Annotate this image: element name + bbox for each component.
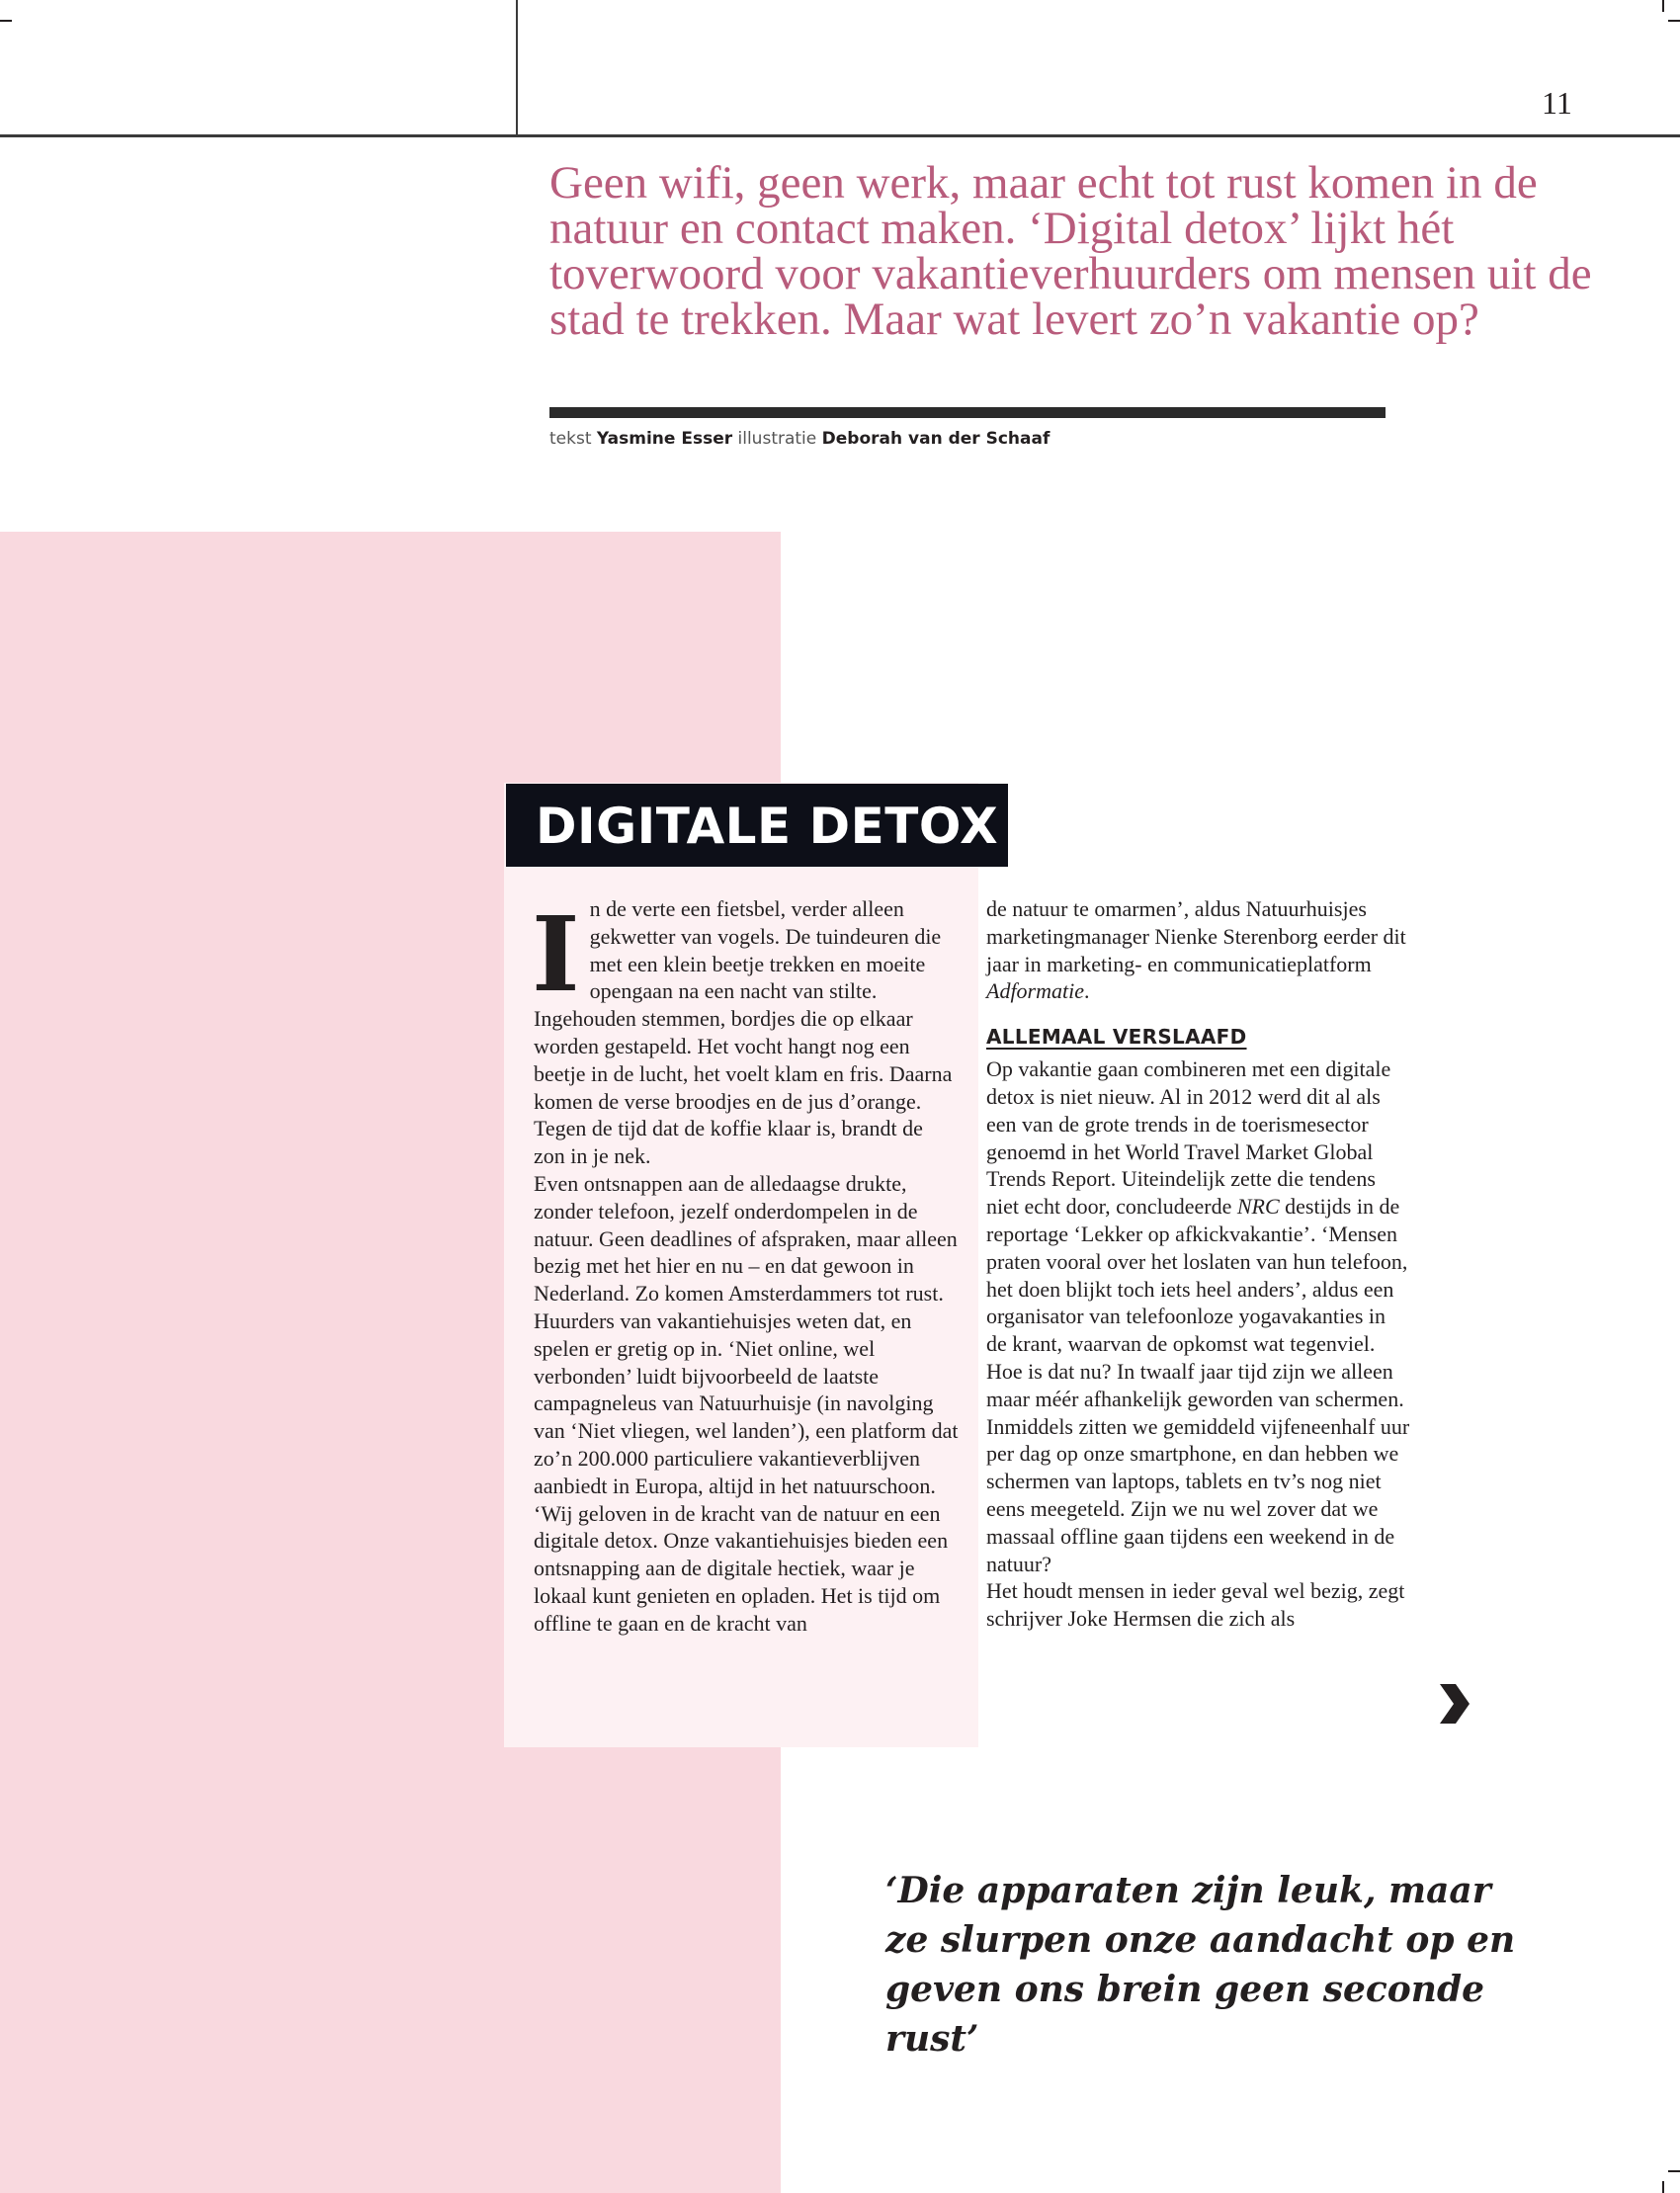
- article-paragraph: Het houdt mensen in ieder geval wel bezig, zegt schrijver Joke Hermsen die zich als: [986, 1578, 1405, 1632]
- crop-mark: [0, 20, 12, 22]
- credits: [549, 429, 1050, 449]
- intro-lead: Geen wifi, geen werk, maar echt tot rust komen in de natuur en contact maken. ‘Digital detox’ lijkt hét toverwoord voor vakantieverhuurders om mensen uit de stad te trekken. Maar wat levert zo’n vakantie op?: [549, 157, 1592, 345]
- crop-mark: [1662, 2181, 1664, 2193]
- section-heading: DIGITALE DETOX: [506, 784, 1008, 867]
- article-text: de natuur te omarmen’, aldus Natuurhuisjes marketingmanager Nienke Sterenborg eerder dit jaar in marketing- en communicatieplatform: [986, 896, 1406, 976]
- drop-cap: I: [532, 893, 580, 1015]
- article-subhead: ALLEMAAL VERSLAAFD: [986, 1025, 1247, 1050]
- article-column-right: [986, 895, 1411, 1633]
- article-text-italic: Adformatie: [986, 978, 1084, 1004]
- credits-illustration-label: illustratie: [737, 429, 817, 449]
- article-text-italic: NRC: [1236, 1194, 1280, 1220]
- credits-illustrator: Deborah van der Schaaf: [821, 429, 1050, 449]
- article-paragraph: [986, 1055, 1411, 1358]
- article-paragraph: [986, 895, 1411, 1005]
- pull-quote: ‘Die apparaten zijn leuk, maar ze slurpen onze aandacht op en geven ons brein geen seconde rust’: [885, 1870, 1516, 2060]
- crop-mark: [1662, 0, 1664, 12]
- chevron-right-icon: [1436, 1680, 1471, 1728]
- article-paragraph: Hoe is dat nu? In twaalf jaar tijd zijn we alleen maar méér afhankelijk geworden van schermen. Inmiddels zitten we gemiddeld vijfeneenhalf uur per dag op onze smartphone, en dan hebben we schermen van laptops, tablets en tv’s nog niet eens meegeteld. Zijn we nu wel zover dat we massaal offline gaan tijdens een weekend in de natuur?: [986, 1358, 1410, 1576]
- header-divider: [516, 0, 518, 136]
- credits-author: Yasmine Esser: [596, 429, 733, 449]
- credits-text-label: tekst: [549, 429, 592, 449]
- article-text: .: [1084, 978, 1090, 1004]
- crop-mark: [1668, 20, 1680, 22]
- header-rule: [0, 134, 1680, 137]
- article-text: destijds in de reportage ‘Lekker op afkickvakantie’. ‘Mensen praten vooral over het loslaten van hun telefoon, het doen blijkt toch iets heel anders’, aldus een organisator van telefoonloze yogavakanties in de krant, waarvan de opkomst wat tegenviel.: [986, 1194, 1408, 1357]
- crop-mark: [1668, 2170, 1680, 2172]
- page-number: 11: [1542, 85, 1572, 121]
- intro-rule: [549, 407, 1386, 418]
- article-paragraph: n de verte een fietsbel, verder alleen gekwetter van vogels. De tuindeuren die met een klein beetje trekken en moeite opengaan na een nacht van stilte. Ingehouden stemmen, bordjes die op elkaar worden gestapeld. Het vocht hangt nog een beetje in de lucht, het voelt klam en fris. Daarna komen de verse broodjes en de jus d’orange. Tegen de tijd dat de koffie klaar is, brandt de zon in je nek.: [534, 896, 953, 1169]
- article-paragraph: Even ontsnappen aan de alledaagse drukte, zonder telefoon, jezelf onderdompelen in de natuur. Geen deadlines of afspraken, maar alleen bezig met het hier en nu – en dat gewoon in Nederland. Zo komen Amsterdammers tot rust. Huurders van vakantiehuisjes weten dat, en spelen er gretig op in. ‘Niet online, wel verbonden’ luidt bijvoorbeeld de laatste campagneleus van Natuurhuisje (in navolging van ‘Niet vliegen, wel landen’), een platform dat zo’n 200.000 particuliere vakantieverblijven aanbiedt in Europa, altijd in het natuurschoon. ‘Wij geloven in de kracht van de natuur en een digitale detox. Onze vakantiehuisjes bieden een ontsnapping aan de digitale hectiek, waar je lokaal kunt genieten en opladen. Het is tijd om offline te gaan en de kracht van: [534, 1170, 959, 1636]
- article-column-left: [534, 895, 959, 1638]
- article-text: Op vakantie gaan combineren met een digitale detox is niet nieuw. Al in 2012 werd dit al als een van de grote trends in de toerismesector genoemd in het World Travel Market Global Trends Report. Uiteindelijk zette die tendens niet echt door, concludeerde: [986, 1056, 1391, 1220]
